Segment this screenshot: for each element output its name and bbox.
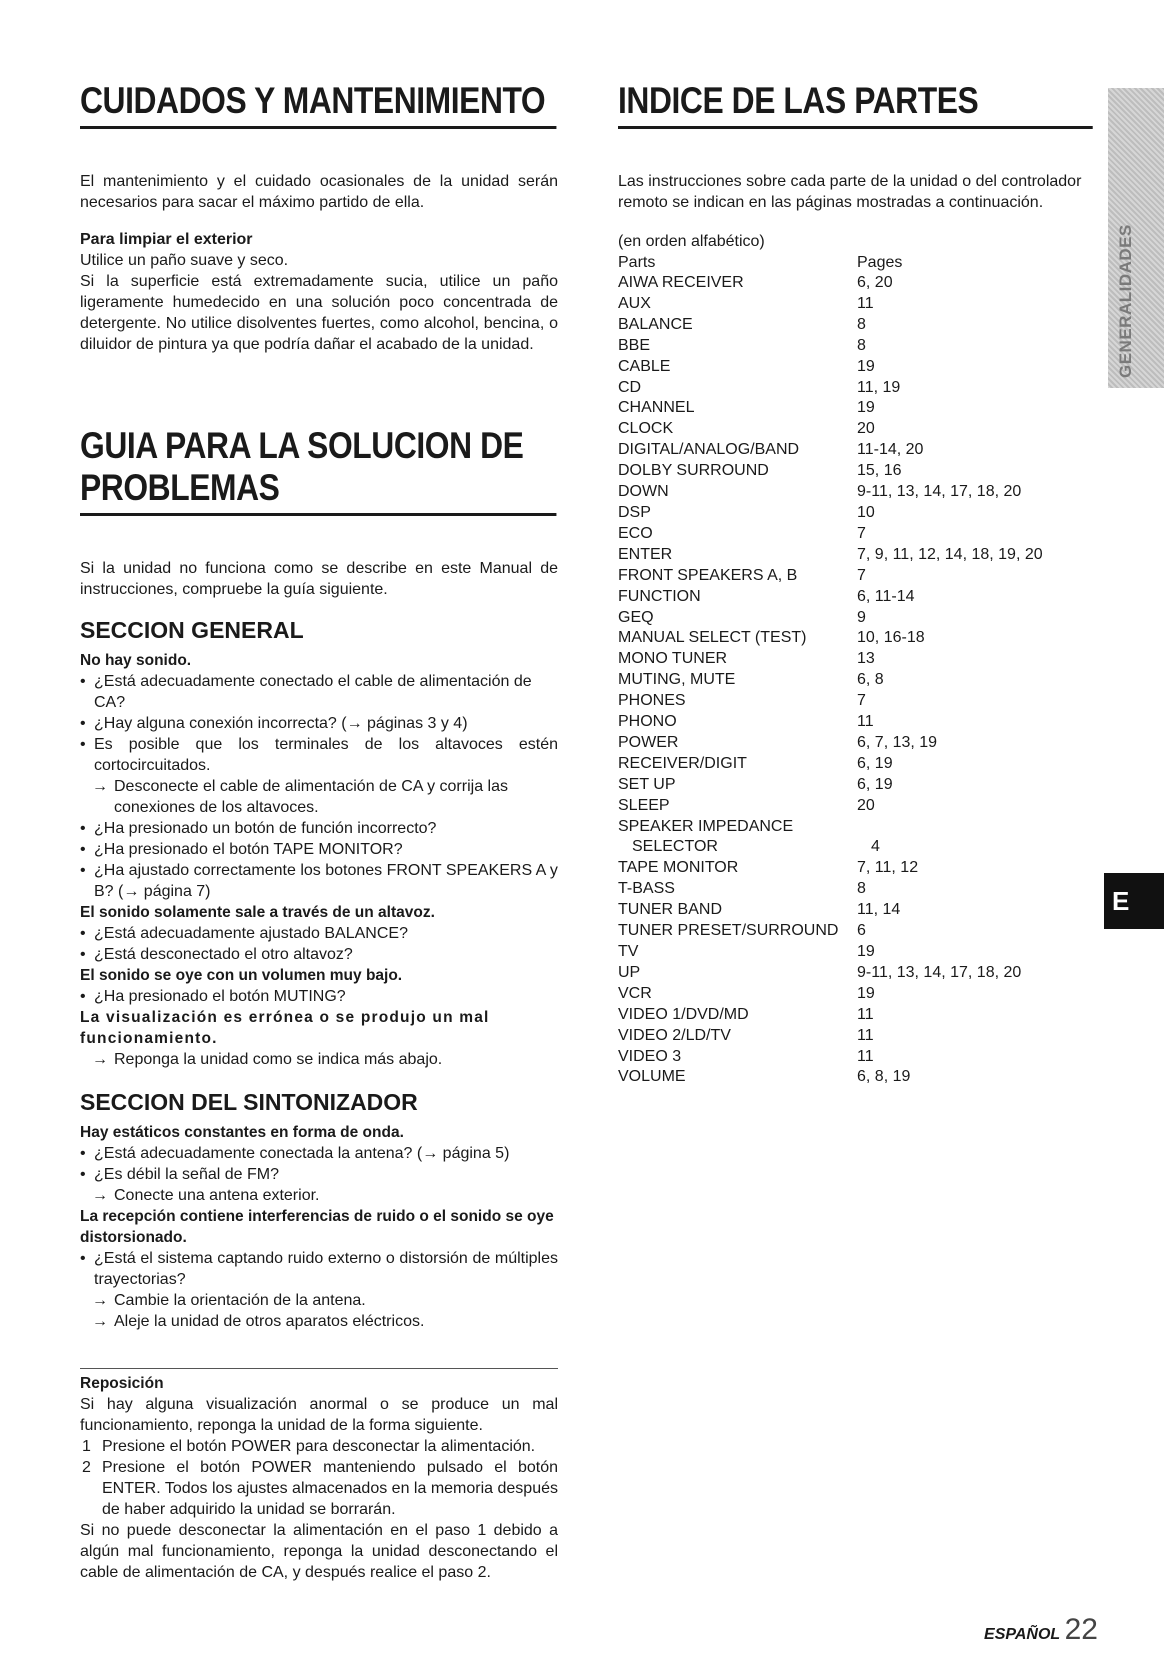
part-name: CABLE	[618, 357, 671, 375]
part-name: SET UP	[618, 775, 676, 793]
part-name: DOWN	[618, 483, 669, 501]
parts-row	[618, 545, 1094, 566]
part-name: VIDEO 3	[618, 1047, 682, 1065]
pages-column-header: Pages	[857, 254, 903, 271]
part-pages: 19	[857, 357, 875, 375]
parts-row	[618, 315, 1094, 336]
no-sound-check-2: • ¿Hay alguna conexión incorrecta? (→ páginas 3 y 4)	[80, 713, 558, 734]
part-pages: 11	[857, 1047, 874, 1065]
part-pages: 7	[857, 524, 866, 542]
parts-row	[618, 691, 1094, 712]
part-name: RECEIVER/DIGIT	[618, 754, 747, 772]
section-tab-label: GENERALIDADES	[1116, 224, 1135, 378]
part-name: SLEEP	[618, 796, 670, 814]
part-pages: 11, 19	[857, 378, 901, 396]
no-sound-check-3: • Es posible que los terminales de los altavoces estén cortocircuitados.	[80, 734, 558, 776]
part-pages: 11, 14	[857, 901, 901, 919]
part-name: CD	[618, 378, 642, 396]
static-remedy-2: → Conecte una antena exterior.	[92, 1187, 320, 1204]
parts-row	[618, 357, 1094, 378]
one-speaker-question: El sonido solamente sale a través de un altavoz.	[80, 904, 435, 921]
language-tab-label: E	[1112, 886, 1130, 916]
part-pages: 19	[857, 943, 875, 960]
language-tab	[1104, 873, 1164, 929]
no-sound-remedy-3: → Desconecte el cable de alimentación de CA y corrija las conexiones de los altavoces.	[92, 778, 508, 816]
parts-row	[618, 900, 1094, 921]
part-pages: 7	[857, 692, 866, 710]
part-pages: 11-14, 20	[857, 441, 924, 459]
parts-row	[618, 461, 1094, 482]
parts-row	[618, 294, 1094, 315]
part-pages: 6, 8	[857, 671, 884, 689]
low-volume-check-1: • ¿Ha presionado el botón MUTING?	[80, 986, 558, 1007]
static-check-2: • ¿Es débil la señal de FM?	[80, 1164, 558, 1185]
parts-row	[618, 336, 1094, 357]
part-name: GEQ	[618, 608, 654, 626]
parts-row	[618, 440, 1094, 461]
parts-row	[618, 837, 1094, 858]
reset-heading: Reposición	[80, 1375, 164, 1392]
part-pages: 6, 19	[857, 754, 893, 772]
part-pages: 8	[857, 315, 866, 333]
parts-row	[618, 1047, 1094, 1068]
part-pages: 11	[857, 1026, 874, 1044]
noise-check-1: • ¿Está el sistema captando ruido externo o distorsión de múltiples trayectorias?	[80, 1248, 558, 1290]
no-sound-check-5: • ¿Ha presionado el botón TAPE MONITOR?	[80, 839, 558, 860]
part-name: DOLBY SURROUND	[618, 462, 769, 480]
part-name: AUX	[618, 294, 651, 312]
care-intro: El mantenimiento y el cuidado ocasionales de la unidad serán necesarios para sacar el máximo partido de ella.	[80, 173, 558, 211]
part-pages: 10, 16-18	[857, 629, 925, 647]
parts-row	[618, 608, 1094, 629]
parts-row	[618, 628, 1094, 649]
part-pages: 7	[857, 566, 866, 584]
clean-heading: Para limpiar el exterior	[80, 231, 253, 248]
arrow-icon: →	[92, 1187, 108, 1204]
part-name: AIWA RECEIVER	[618, 274, 744, 291]
part-name: VIDEO 1/DVD/MD	[618, 1005, 749, 1023]
parts-row	[618, 398, 1094, 419]
display-error-remedy: → Reponga la unidad como se indica más abajo.	[92, 1051, 443, 1068]
left-column	[80, 80, 558, 1583]
parts-row	[618, 733, 1094, 754]
parts-row	[618, 649, 1094, 670]
low-volume-question: El sonido se oye con un volumen muy bajo.	[80, 967, 403, 984]
parts-row	[618, 963, 1094, 984]
parts-row	[618, 566, 1094, 587]
parts-column-header: Parts	[618, 254, 656, 271]
part-pages: 11	[857, 1005, 874, 1023]
parts-row	[618, 1026, 1094, 1047]
part-pages: 9-11, 13, 14, 17, 18, 20	[857, 963, 1022, 981]
parts-row	[618, 796, 1094, 817]
arrow-icon: →	[92, 1051, 108, 1068]
part-pages: 7, 11, 12	[857, 859, 919, 877]
parts-row	[618, 879, 1094, 900]
part-pages: 13	[857, 650, 875, 668]
parts-row	[618, 1067, 1094, 1088]
parts-row	[618, 921, 1094, 942]
part-pages: 6, 11-14	[857, 587, 915, 605]
part-pages: 6, 19	[857, 775, 893, 793]
right-column	[618, 80, 1094, 1088]
part-pages	[857, 817, 1094, 838]
reset-divider	[80, 1368, 558, 1369]
part-name: BALANCE	[618, 315, 693, 333]
part-name: SELECTOR	[632, 838, 718, 856]
index-intro: Las instrucciones sobre cada parte de la unidad o del controlador remoto se indican en las páginas mostradas a continuación.	[618, 173, 1082, 211]
part-pages: 7, 9, 11, 12, 14, 18, 19, 20	[857, 545, 1043, 563]
part-name: DIGITAL/ANALOG/BAND	[618, 441, 800, 459]
clean-paragraph-1: Utilice un paño suave y seco.	[80, 252, 289, 269]
footer-language: ESPAÑOL	[984, 1626, 1061, 1643]
part-name: DSP	[618, 503, 651, 521]
part-pages: 20	[857, 796, 875, 814]
part-pages: 20	[857, 420, 875, 438]
part-name: TUNER BAND	[618, 901, 723, 919]
general-section-heading: SECCION GENERAL	[80, 617, 304, 643]
part-name: TV	[618, 943, 639, 960]
part-name: FRONT SPEAKERS A, B	[618, 566, 798, 584]
part-name: POWER	[618, 733, 679, 751]
trouble-title: GUIA PARA LA SOLUCION DE PROBLEMAS	[80, 425, 557, 516]
parts-row	[618, 754, 1094, 775]
part-pages: 11	[857, 713, 874, 731]
parts-row	[618, 858, 1094, 879]
part-pages: 8	[857, 880, 866, 898]
no-sound-check-1: • ¿Está adecuadamente conectado el cable de alimentación de CA?	[80, 671, 558, 713]
part-name: SPEAKER IMPEDANCE	[618, 817, 794, 835]
part-name: CHANNEL	[618, 399, 695, 417]
reset-step-1: 1 Presione el botón POWER para desconectar la alimentación.	[82, 1438, 536, 1455]
part-pages: 6, 7, 13, 19	[857, 733, 938, 751]
one-speaker-check-2: • ¿Está desconectado el otro altavoz?	[80, 944, 558, 965]
index-title: INDICE DE LAS PARTES	[618, 80, 1093, 129]
page-number: 22	[1064, 1613, 1098, 1646]
part-name: FUNCTION	[618, 587, 701, 605]
part-name: VIDEO 2/LD/TV	[618, 1026, 731, 1044]
part-name: TAPE MONITOR	[618, 859, 739, 877]
reset-paragraph-1: Si hay alguna visualización anormal o se produce un mal funcionamiento, reponga la unidad de la forma siguiente.	[80, 1396, 558, 1434]
noise-remedy-2: → Aleje la unidad de otros aparatos eléctricos.	[92, 1313, 425, 1330]
parts-row	[618, 942, 1094, 963]
part-name: VCR	[618, 984, 652, 1002]
parts-row	[618, 984, 1094, 1005]
part-pages: 11	[857, 294, 874, 312]
part-name: UP	[618, 963, 641, 981]
parts-row	[618, 273, 1094, 294]
no-sound-check-6: • ¿Ha ajustado correctamente los botones FRONT SPEAKERS A y B? (→ página 7)	[80, 860, 558, 902]
static-question: Hay estáticos constantes en forma de onda.	[80, 1124, 404, 1141]
arrow-icon: →	[92, 1292, 108, 1309]
part-pages: 8	[857, 336, 866, 354]
part-pages: 10	[857, 503, 875, 521]
parts-row	[618, 482, 1094, 503]
part-name: CLOCK	[618, 420, 674, 438]
parts-row	[618, 378, 1094, 399]
order-note: (en orden alfabético)	[618, 233, 765, 250]
part-name: TUNER PRESET/SURROUND	[618, 922, 839, 940]
parts-row	[618, 503, 1094, 524]
part-pages: 6, 8, 19	[857, 1068, 911, 1086]
parts-row	[618, 775, 1094, 796]
parts-row	[618, 712, 1094, 733]
part-name: MANUAL SELECT (TEST)	[618, 629, 807, 647]
static-check-1: • ¿Está adecuadamente conectada la antena? (→ página 5)	[80, 1143, 558, 1164]
part-pages: 19	[857, 984, 875, 1002]
part-name: VOLUME	[618, 1068, 686, 1086]
part-pages: 9-11, 13, 14, 17, 18, 20	[857, 483, 1022, 501]
part-pages: 15, 16	[857, 462, 902, 480]
parts-row	[618, 587, 1094, 608]
parts-row	[618, 817, 1094, 838]
parts-row	[618, 419, 1094, 440]
part-pages: 19	[857, 399, 875, 417]
display-error-question: La visualización es errónea o se produjo un mal funcionamiento.	[80, 1009, 490, 1047]
trouble-intro: Si la unidad no funciona como se describe en este Manual de instrucciones, compruebe la guía siguiente.	[80, 560, 558, 598]
reset-step-2: 2 Presione el botón POWER manteniendo pulsado el botón ENTER. Todos los ajustes almacenados en la memoria después de haber adquirido la unidad se borrarán.	[82, 1459, 558, 1518]
parts-row	[618, 1005, 1094, 1026]
section-tab	[1108, 88, 1164, 388]
part-name: PHONO	[618, 713, 677, 731]
parts-table	[618, 273, 1094, 1088]
part-name: MONO TUNER	[618, 650, 728, 668]
tuner-section-heading: SECCION DEL SINTONIZADOR	[80, 1089, 418, 1115]
part-name: MUTING, MUTE	[618, 671, 736, 689]
clean-paragraph-2: Si la superficie está extremadamente sucia, utilice un paño ligeramente humedecido en una solución poco concentrada de detergente. No utilice disolventes fuertes, como alcohol, bencina, o diluidor de pintura ya que podría dañar el acabado de la unidad.	[80, 273, 558, 353]
noise-remedy-1: → Cambie la orientación de la antena.	[92, 1292, 366, 1309]
part-pages: 9	[857, 608, 866, 626]
no-sound-check-4: • ¿Ha presionado un botón de función incorrecto?	[80, 818, 558, 839]
part-name: T-BASS	[618, 880, 675, 898]
part-pages: 6	[857, 922, 866, 940]
parts-row	[618, 670, 1094, 691]
care-title: CUIDADOS Y MANTENIMIENTO	[80, 80, 557, 129]
one-speaker-check-1: • ¿Está adecuadamente ajustado BALANCE?	[80, 923, 558, 944]
part-name: ECO	[618, 524, 653, 542]
part-pages: 4	[871, 838, 880, 856]
parts-table-header	[618, 252, 1094, 273]
parts-row	[618, 524, 1094, 545]
noise-question: La recepción contiene interferencias de ruido o el sonido se oye distorsionado.	[80, 1208, 554, 1246]
reset-paragraph-2: Si no puede desconectar la alimentación en el paso 1 debido a algún mal funcionamiento, reponga la unidad desconectando el cable de alimentación de CA, y después realice el paso 2.	[80, 1522, 558, 1581]
part-name: PHONES	[618, 692, 686, 710]
no-sound-question: No hay sonido.	[80, 652, 192, 669]
part-name: BBE	[618, 336, 651, 354]
part-name: ENTER	[618, 545, 673, 563]
part-pages: 6, 20	[857, 274, 893, 291]
arrow-icon: →	[92, 1313, 108, 1330]
page-footer	[984, 1613, 1098, 1647]
arrow-icon: →	[92, 778, 108, 795]
